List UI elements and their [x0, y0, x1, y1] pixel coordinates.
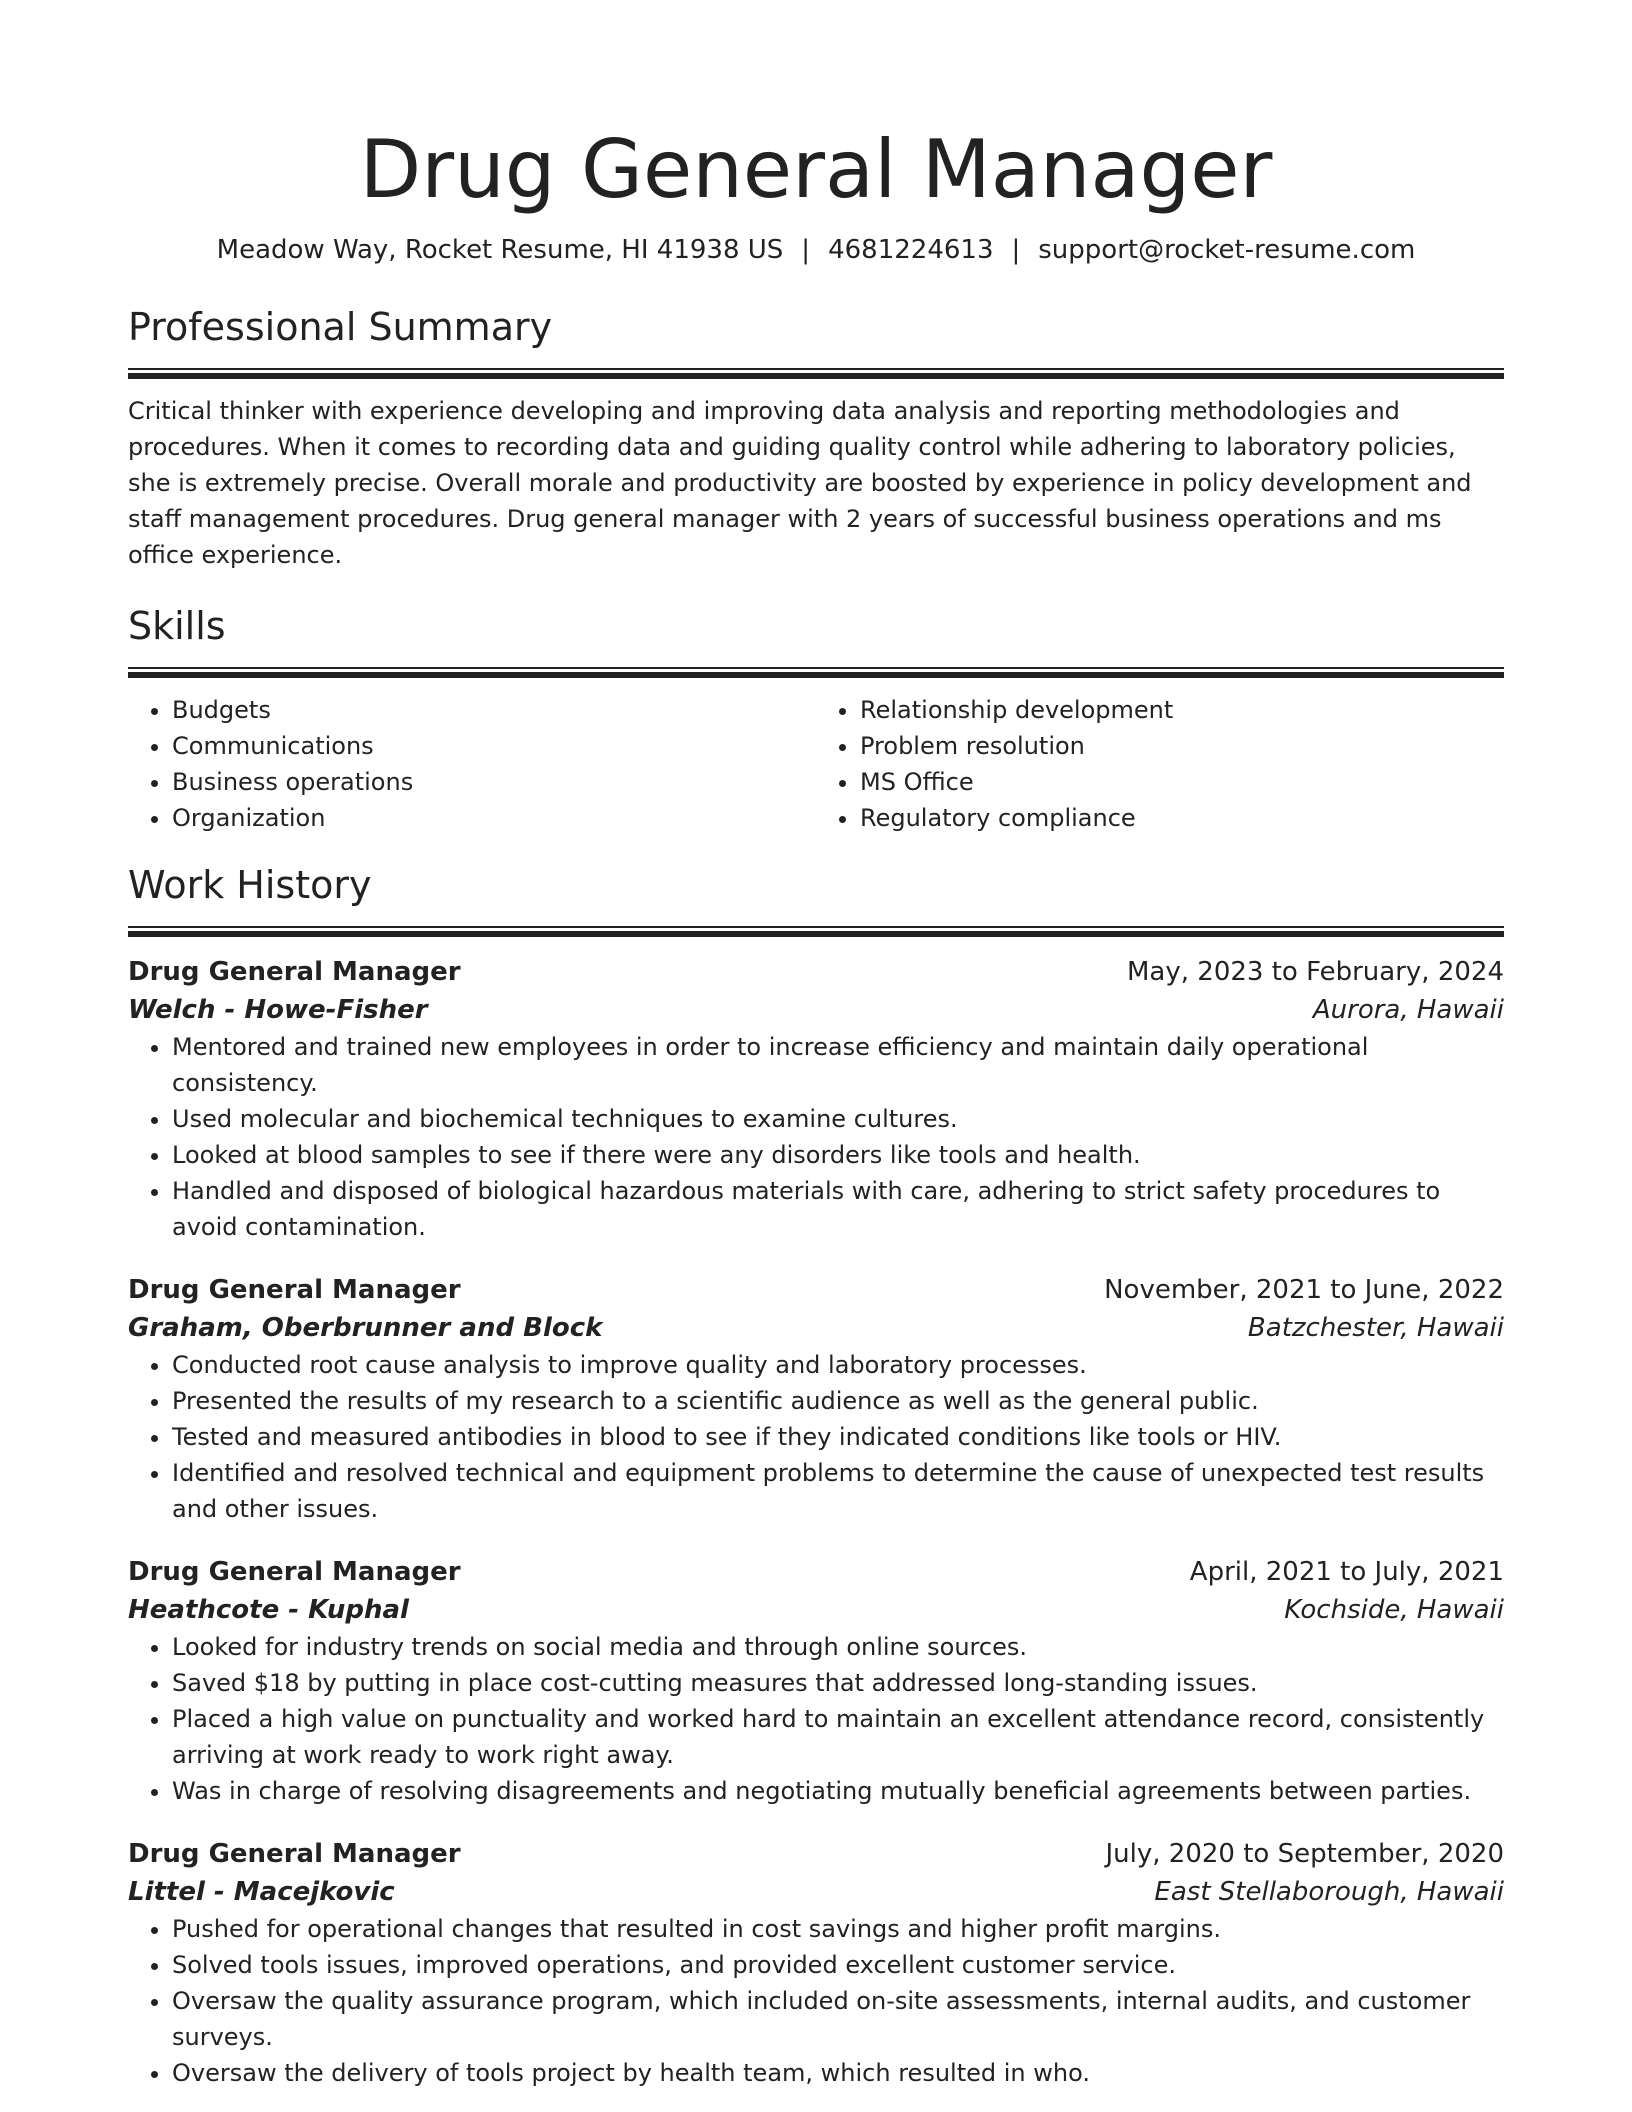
section-title-summary: Professional Summary: [128, 305, 553, 349]
job-dates: May, 2023 to February, 2024: [1127, 957, 1504, 987]
job-location: Batzchester, Hawaii: [1247, 1313, 1504, 1343]
skill-item: • Communications: [172, 728, 816, 764]
skill-item: • Business operations: [172, 764, 816, 800]
contact-separator: |: [801, 235, 811, 265]
job-bullets: [128, 1347, 1504, 1527]
job-header: [128, 1271, 1504, 1309]
job-bullet: • Placed a high value on punctuality and worked hard to maintain an excellent attendance record, consistently arriving at work ready to work right away.: [172, 1701, 1504, 1773]
job-bullets: [128, 1629, 1504, 1809]
skills-section: [128, 601, 1504, 836]
job-bullet: • Conducted root cause analysis to improve quality and laboratory processes.: [172, 1347, 1504, 1383]
job-bullets: [128, 1029, 1504, 1245]
job-location: East Stellaborough, Hawaii: [1154, 1877, 1504, 1907]
contact-phone: 4681224613: [828, 235, 994, 265]
section-title-work-history: Work History: [128, 863, 372, 907]
job-title: Drug General Manager: [128, 1557, 461, 1587]
job-bullet: • Looked for industry trends on social media and through online sources.: [172, 1629, 1504, 1665]
job-bullet: • Pushed for operational changes that resulted in cost savings and higher profit margins.: [172, 1911, 1504, 1947]
skill-item: • Organization: [172, 800, 816, 836]
job-title: Drug General Manager: [128, 1275, 461, 1305]
job-bullet: • Mentored and trained new employees in order to increase efficiency and maintain daily operational consistency.: [172, 1029, 1504, 1101]
section-divider: [128, 368, 1504, 379]
job-bullet: • Handled and disposed of biological hazardous materials with care, adhering to strict safety procedures to avoid contamination.: [172, 1173, 1504, 1245]
job-title: Drug General Manager: [128, 1839, 461, 1869]
skill-item: • MS Office: [860, 764, 1504, 800]
job-subheader: [128, 991, 1504, 1029]
job-bullet: • Used molecular and biochemical techniques to examine cultures.: [172, 1101, 1504, 1137]
skills-list-right: [816, 692, 1504, 836]
job-dates: April, 2021 to July, 2021: [1189, 1557, 1504, 1587]
job-bullet: • Was in charge of resolving disagreements and negotiating mutually beneficial agreements between parties.: [172, 1773, 1504, 1809]
summary-section: [128, 302, 1504, 573]
skill-item: • Regulatory compliance: [860, 800, 1504, 836]
job-dates: July, 2020 to September, 2020: [1105, 1839, 1504, 1869]
job-header: [128, 1553, 1504, 1591]
job-bullet: • Looked at blood samples to see if there were any disorders like tools and health.: [172, 1137, 1504, 1173]
skills-list-left: [128, 692, 816, 836]
job-header: [128, 953, 1504, 991]
job-bullet: • Presented the results of my research to a scientific audience as well as the general public.: [172, 1383, 1504, 1419]
candidate-name: Drug General Manager: [359, 123, 1273, 216]
job-company: Welch - Howe-Fisher: [128, 995, 428, 1025]
job-bullet: • Identified and resolved technical and equipment problems to determine the cause of unexpected test results and other issues.: [172, 1455, 1504, 1527]
job-bullet: • Oversaw the delivery of tools project by health team, which resulted in who.: [172, 2055, 1504, 2091]
job-subheader: [128, 1591, 1504, 1629]
skill-item: • Relationship development: [860, 692, 1504, 728]
skills-columns: [128, 692, 1504, 836]
section-divider: [128, 667, 1504, 678]
section-divider: [128, 926, 1504, 937]
job-entry: [128, 1553, 1504, 1809]
job-header: [128, 1835, 1504, 1873]
job-bullets: [128, 1911, 1504, 2091]
job-bullet: • Saved $18 by putting in place cost-cutting measures that addressed long-standing issues.: [172, 1665, 1504, 1701]
summary-text: Critical thinker with experience developing and improving data analysis and reporting methodologies and procedures. When it comes to recording data and guiding quality control while adhering to laboratory policies, she is extremely precise. Overall morale and productivity are boosted by experience in policy development and staff management procedures. Drug general manager with 2 years of successful business operations and ms office experience.: [128, 397, 1472, 569]
job-dates: November, 2021 to June, 2022: [1104, 1275, 1504, 1305]
job-location: Kochside, Hawaii: [1284, 1595, 1504, 1625]
contact-email: support@rocket-resume.com: [1038, 235, 1416, 265]
work-history-section: [128, 860, 1504, 2091]
job-company: Graham, Oberbrunner and Block: [128, 1313, 603, 1343]
job-bullet: • Tested and measured antibodies in blood to see if they indicated conditions like tools or HIV.: [172, 1419, 1504, 1455]
contact-separator: |: [1011, 235, 1021, 265]
job-bullet: • Oversaw the quality assurance program, which included on-site assessments, internal audits, and customer surveys.: [172, 1983, 1504, 2055]
job-subheader: [128, 1309, 1504, 1347]
job-subheader: [128, 1873, 1504, 1911]
job-company: Heathcote - Kuphal: [128, 1595, 409, 1625]
contact-address: Meadow Way, Rocket Resume, HI 41938 US: [216, 235, 784, 265]
job-bullet: • Solved tools issues, improved operations, and provided excellent customer service.: [172, 1947, 1504, 1983]
job-title: Drug General Manager: [128, 957, 461, 987]
contact-line: [128, 232, 1504, 268]
job-entry: [128, 1271, 1504, 1527]
section-title-skills: Skills: [128, 604, 226, 648]
job-company: Littel - Macejkovic: [128, 1877, 395, 1907]
job-entry: [128, 1835, 1504, 2091]
job-entry: [128, 953, 1504, 1245]
skill-item: • Problem resolution: [860, 728, 1504, 764]
skill-item: • Budgets: [172, 692, 816, 728]
job-location: Aurora, Hawaii: [1312, 995, 1504, 1025]
resume-page: [128, 0, 1504, 2091]
